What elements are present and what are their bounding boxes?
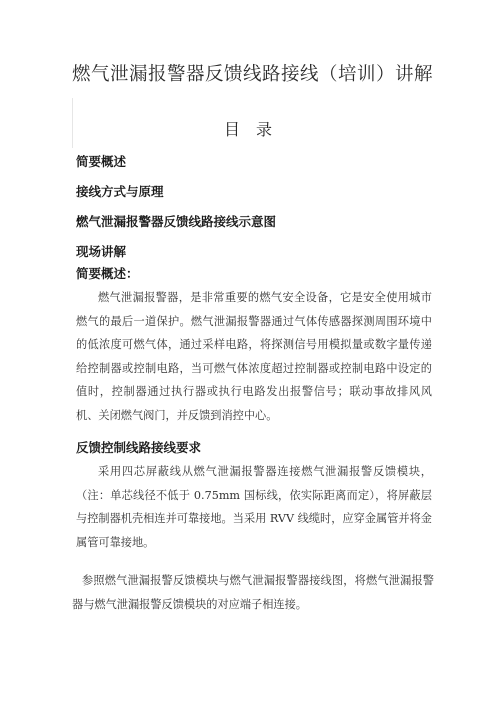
toc-heading: 目 录	[223, 120, 272, 139]
document-title: 燃气泄漏报警器反馈线路接线（培训）讲解	[72, 64, 434, 85]
section-heading-feedback-wiring: 反馈控制线路接线要求	[76, 440, 202, 455]
toc-item-onsite-explanation: 现场讲解	[76, 244, 127, 259]
toc-item-overview: 简要概述	[76, 154, 127, 169]
toc-item-wiring-principle: 接线方式与原理	[76, 184, 164, 199]
toc-item-wiring-diagram: 燃气泄漏报警器反馈线路接线示意图	[76, 214, 277, 229]
terminal-connection-paragraph: 参照燃气泄漏报警反馈模块与燃气泄漏报警器接线图，将燃气泄漏报警器与燃气泄漏报警反馈模块的对应端子相连接。	[72, 574, 434, 611]
feedback-wiring-paragraph: 采用四芯屏蔽线从燃气泄漏报警器连接燃气泄漏报警反馈模块，（注：单芯线径不低于 0.75mm 国标线，依实际距离而定），将屏蔽层与控制器机壳相连并可靠接地。当采用 RVV 线缆时，应穿金属管并将金属管可靠接地。	[76, 465, 432, 549]
section-heading-overview: 简要概述：	[76, 266, 139, 281]
overview-paragraph: 燃气泄漏报警器，是非常重要的燃气安全设备，它是安全使用城市燃气的最后一道保护。燃气泄漏报警器通过气体传感器探测周围环境中的低浓度可燃气体，通过采样电路，将探测信号用模拟量或数字量传递给控制器或控制电路，当可燃气体浓度超过控制器或控制电路中设定的值时，控制器通过执行器或执行电路发出报警信号；联动事故排风风机、关闭燃气阀门，并反馈到消控中心。	[76, 291, 432, 422]
table-of-contents	[76, 147, 276, 267]
